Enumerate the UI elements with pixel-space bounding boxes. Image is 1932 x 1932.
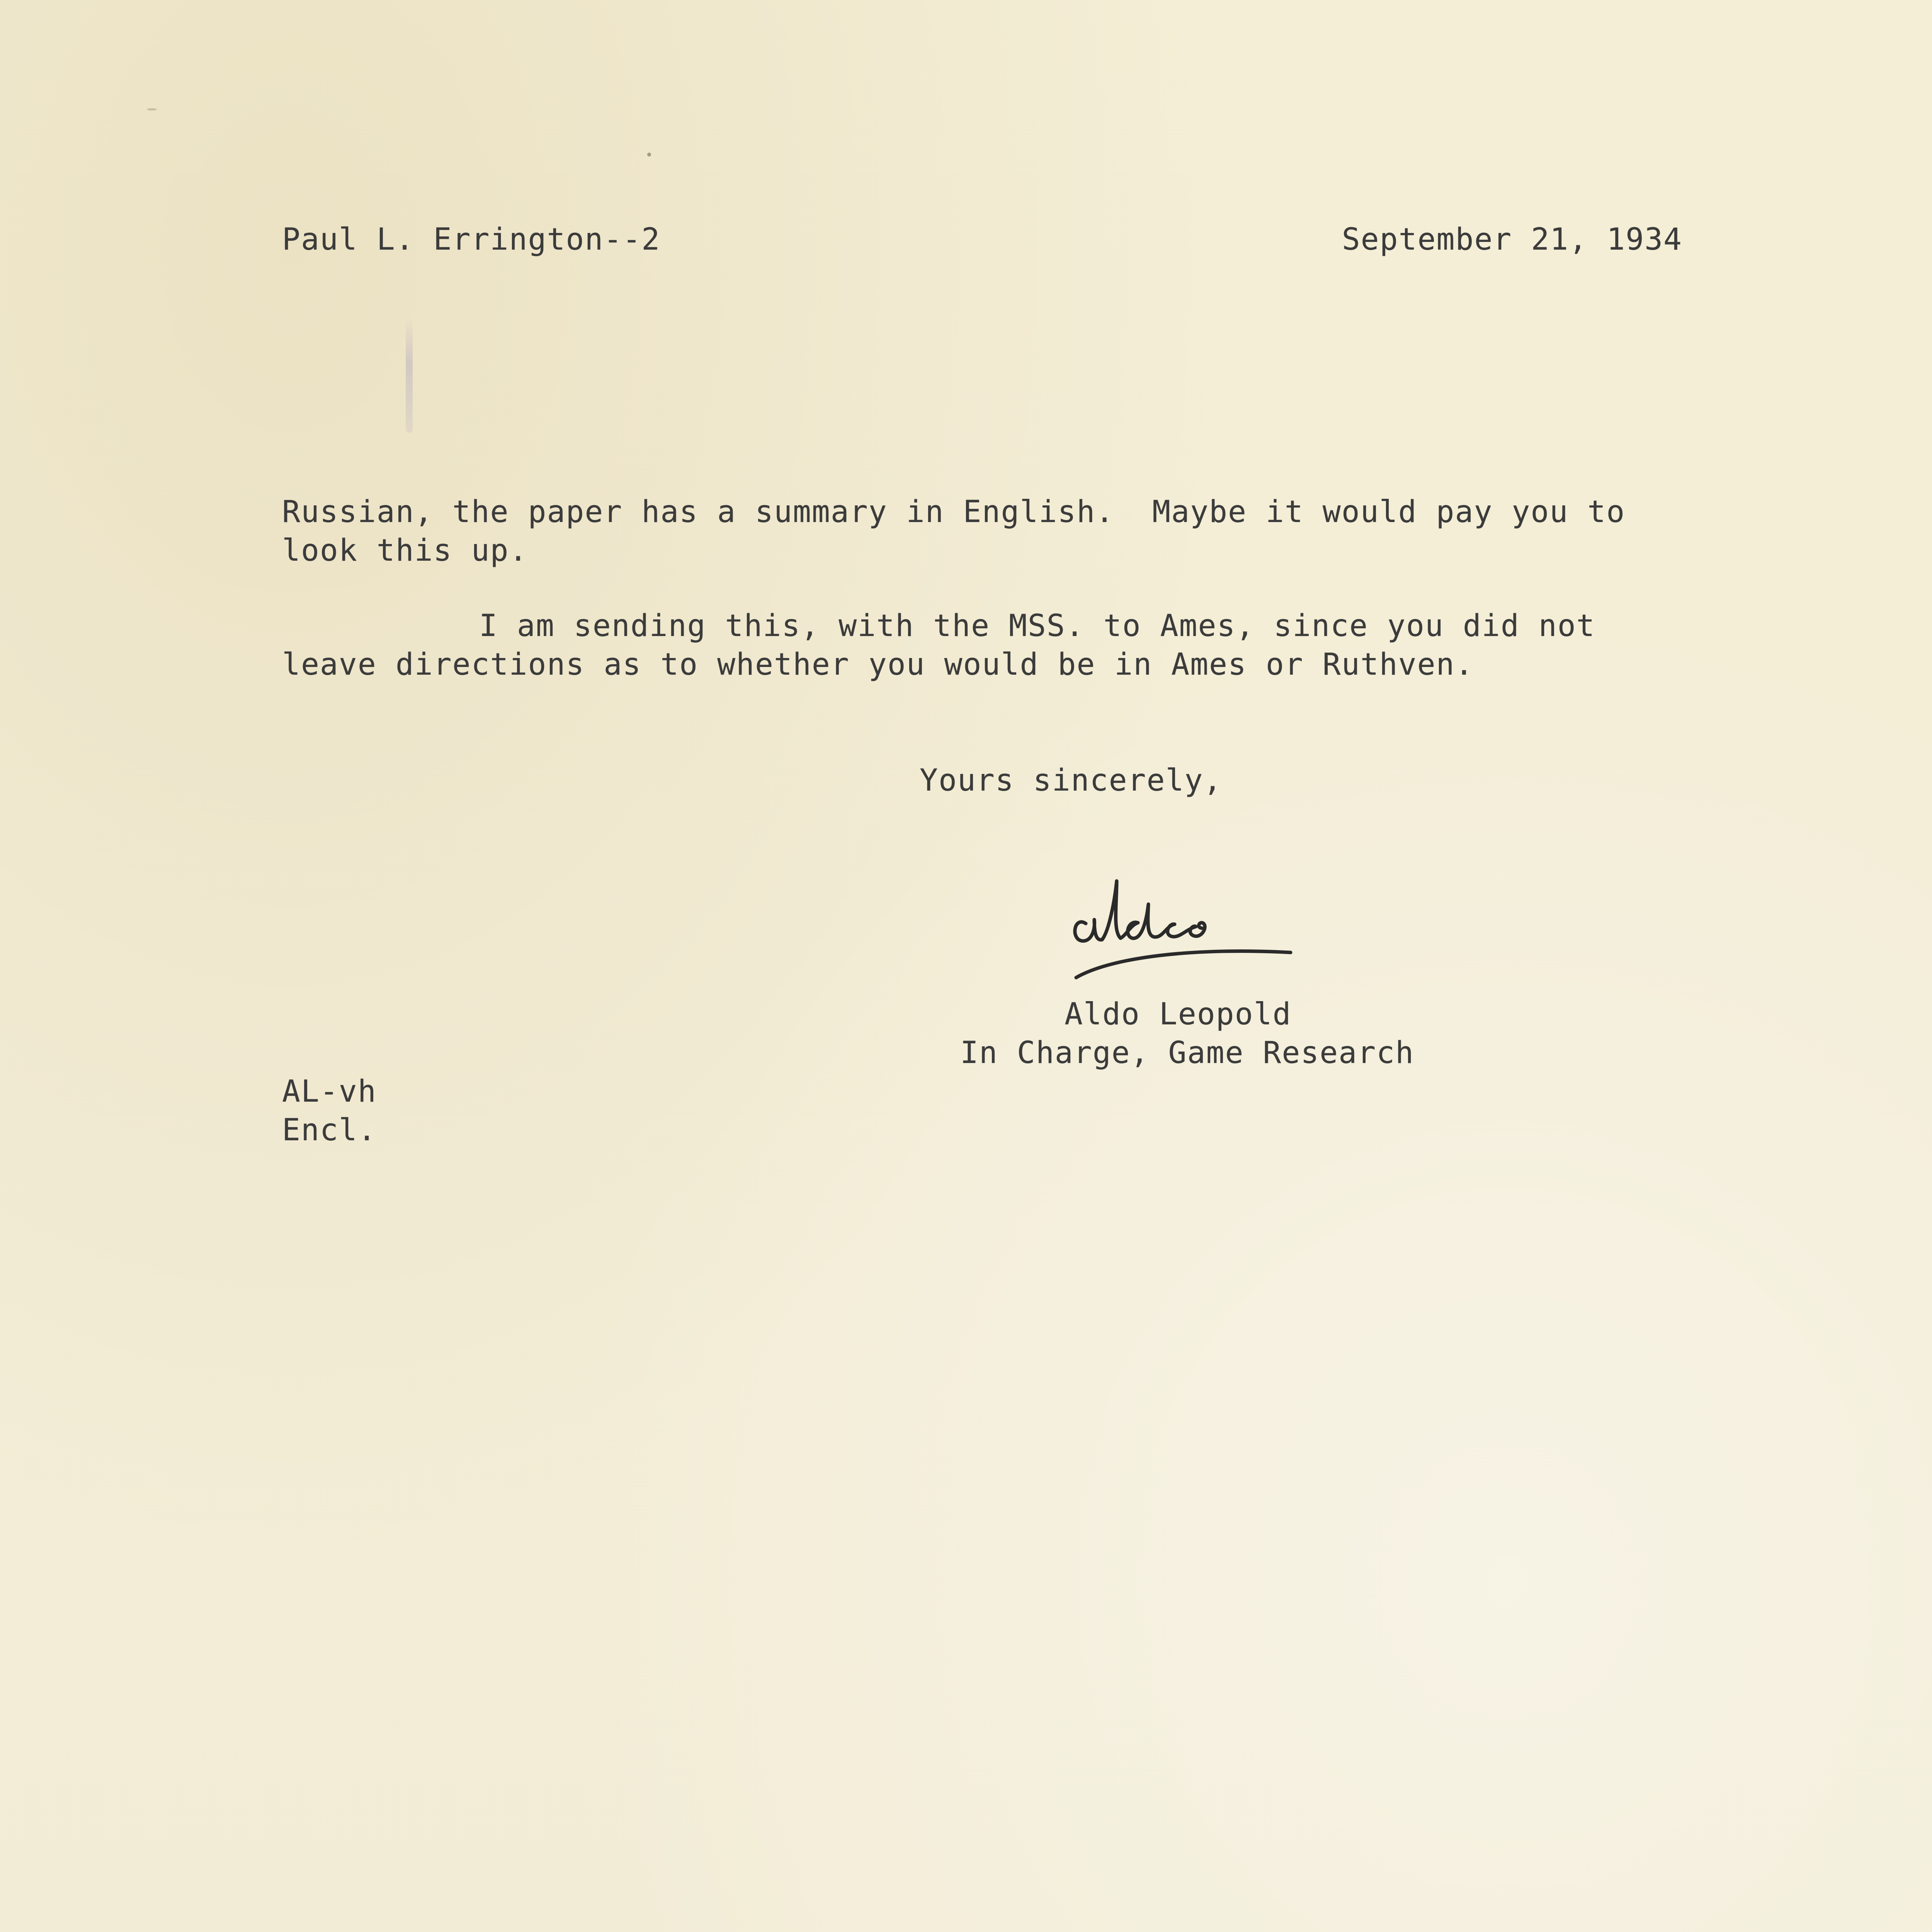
closing-salutation: Yours sincerely, [920, 763, 1223, 798]
paper-speck [647, 153, 651, 156]
body-paragraph-1-line-1: Russian, the paper has a summary in English. Maybe it would pay you to [282, 495, 1626, 529]
header-date: September 21, 1934 [1342, 222, 1682, 257]
header-recipient-page: Paul L. Errington--2 [282, 222, 661, 257]
signer-name: Aldo Leopold [1065, 997, 1292, 1032]
paper-speck [147, 108, 157, 111]
body-paragraph-2-line-1: I am sending this, with the MSS. to Ames, since you did not [479, 609, 1595, 643]
signer-title: In Charge, Game Research [960, 1036, 1415, 1070]
enclosure-note: Encl. [282, 1113, 377, 1148]
body-paragraph-2-line-2: leave directions as to whether you would be in Ames or Ruthven. [282, 647, 1474, 682]
paper-smudge [406, 317, 413, 433]
handwritten-signature [1059, 858, 1298, 981]
reference-initials: AL-vh [282, 1074, 377, 1109]
body-paragraph-1-line-2: look this up. [282, 533, 528, 568]
